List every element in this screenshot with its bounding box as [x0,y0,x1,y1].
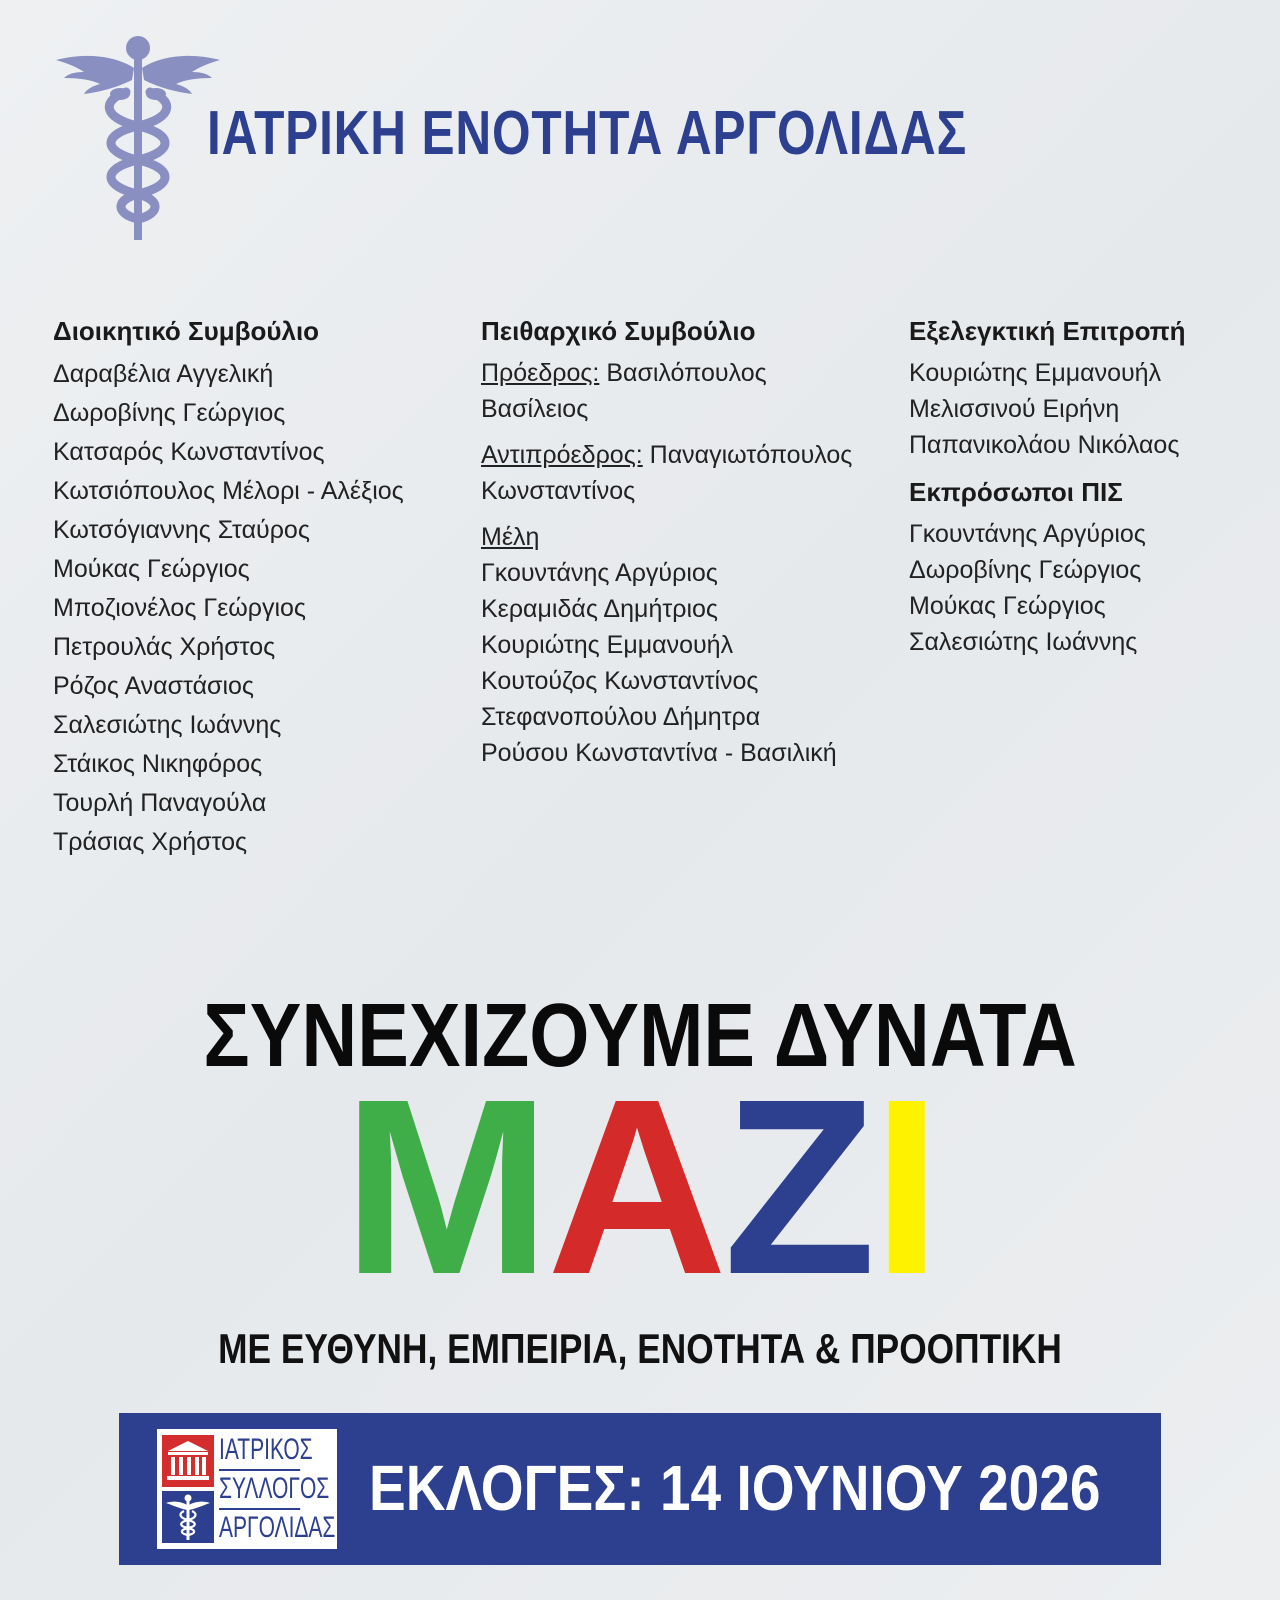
board-member: Πετρουλάς Χρήστος [53,633,276,661]
tagline: ΜΕ ΕΥΘΥΝΗ, ΕΜΠΕΙΡΙΑ, ΕΝΟΤΗΤΑ & ΠΡΟΟΠΤΙΚΗ [218,1325,1062,1372]
slogan-heading: ΣΥΝΕΧΙΖΟΥΜΕ ΔΥΝΑΤΑ [203,986,1077,1086]
pis-heading: Εκπρόσωποι ΠΙΣ [909,477,1123,507]
disciplinary-heading: Πειθαρχικό Συμβούλιο [481,316,756,346]
board-member: Μούκας Γεώργιος [53,555,250,583]
president-name-cont: Βασίλειος [481,395,589,423]
board-member: Μποζιονέλος Γεώργιος [53,594,306,622]
elections-banner [119,1413,1161,1565]
board-member: Στάικος Νικηφόρος [53,750,263,778]
audit-column [909,316,1269,660]
page-title: ΙΑΤΡΙΚΗ ΕΝΟΤΗΤΑ ΑΡΓΟΛΙΔΑΣ [207,99,968,168]
board-heading: Διοικητικό Συμβούλιο [53,316,320,346]
vice-president-name-cont: Κωνσταντίνος [481,477,636,505]
vice-president-entry [481,437,901,509]
disciplinary-member: Ρούσου Κωνσταντίνα - Βασιλική [481,739,837,767]
caduceus-icon [162,1491,214,1543]
audit-heading: Εξελεγκτική Επιτροπή [909,316,1186,346]
vice-president-name: Παναγιωτόπουλος [649,441,853,469]
association-logo [157,1429,337,1549]
logo-text-line3: ΑΡΓΟΛΙΔΑΣ [219,1511,336,1544]
board-member: Τράσιας Χρήστος [53,828,248,856]
logo-text-line2: ΣΥΛΛΟΓΟΣ [219,1470,300,1510]
mazi-letter-i: I [872,1047,938,1326]
disciplinary-member: Στεφανοπούλου Δήμητρα [481,703,761,731]
board-column [53,316,463,862]
logo-text-line1: ΙΑΤΡΙΚΟΣ [219,1431,300,1471]
board-member: Δωροβίνης Γεώργιος [53,399,286,427]
board-member: Κωτσιόπουλος Μέλορι - Αλέξιος [53,477,404,505]
audit-member: Κουριώτης Εμμανουήλ [909,359,1162,387]
board-member: Σαλεσιώτης Ιωάννης [53,711,282,739]
president-entry [481,355,901,427]
vice-president-role: Αντιπρόεδρος: [481,441,643,469]
pis-member: Δωροβίνης Γεώργιος [909,556,1142,584]
board-member: Κατσαρός Κωνσταντίνος [53,438,325,466]
audit-member: Μελισσινού Ειρήνη [909,395,1120,423]
board-member: Ρόζος Αναστάσιος [53,672,254,700]
board-member: Κωτσόγιαννης Σταύρος [53,516,310,544]
temple-icon [162,1435,214,1487]
audit-member: Παπανικολάου Νικόλαος [909,431,1180,459]
disciplinary-member: Γκουντάνης Αργύριος [481,559,718,587]
members-role: Μέλη [481,523,540,551]
elections-date: ΕΚΛΟΓΕΣ: 14 ΙΟΥΝΙΟΥ 2026 [369,1452,1101,1524]
mazi-letter-m: M [342,1047,547,1326]
president-name: Βασιλόπουλος [606,359,767,387]
president-role: Πρόεδρος: [481,359,600,387]
mazi-letter-z: Z [723,1047,873,1326]
disciplinary-member: Κεραμιδάς Δημήτριος [481,595,718,623]
disciplinary-member: Κουτούζος Κωνσταντίνος [481,667,759,695]
disciplinary-column [481,316,901,771]
disciplinary-member: Κουριώτης Εμμανουήλ [481,631,734,659]
mazi-letter-a: A [546,1047,724,1326]
mazi-word [0,1047,1280,1326]
board-member: Δαραβέλια Αγγελική [53,360,274,388]
pis-member: Μούκας Γεώργιος [909,592,1106,620]
caduceus-icon [56,34,220,240]
pis-member: Γκουντάνης Αργύριος [909,520,1146,548]
board-member: Τουρλή Παναγούλα [53,789,267,817]
pis-member: Σαλεσιώτης Ιωάννης [909,628,1138,656]
